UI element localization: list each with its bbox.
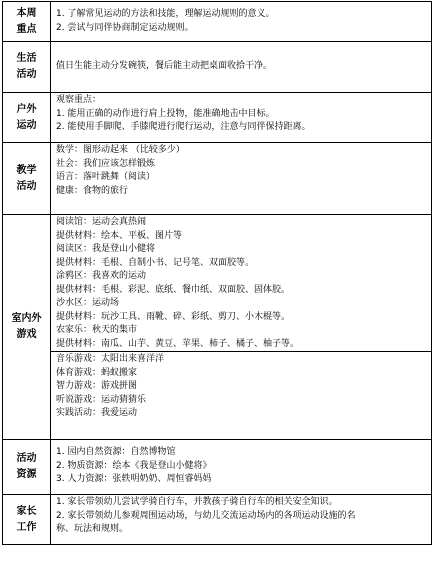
- content-games: [51, 215, 432, 440]
- text-line: 1. 园内自然资源：自然博物馆: [56, 447, 176, 457]
- text-line: 2. 能使用手脚爬、手膝爬进行爬行运动，注意与同伴保持距离。: [56, 122, 311, 132]
- text-line: 智力游戏：游戏拼图: [56, 381, 138, 391]
- row-daily-life: [3, 42, 432, 93]
- text-line: 农家乐：秋天的集市: [56, 325, 138, 335]
- label-line: 重点: [16, 23, 37, 35]
- label-line: 本周: [16, 7, 37, 19]
- weekly-plan-table: [2, 1, 432, 545]
- label-line: 游戏: [16, 329, 37, 340]
- text-line: 提供材料：毛根、自制小书、记号笔、双面胶等。: [56, 257, 255, 268]
- label-line: 教学: [16, 164, 37, 176]
- text-line: 阅读馆：运动会真热闹: [56, 217, 147, 227]
- row-weekly-focus: [3, 2, 432, 42]
- content-teaching: [51, 143, 432, 215]
- label-daily-life: [3, 42, 51, 93]
- row-parents: [3, 495, 432, 545]
- row-outdoor-sports: [3, 93, 432, 143]
- label-line: 活动: [16, 453, 37, 464]
- label-resources: [3, 440, 51, 495]
- row-teaching: [3, 143, 432, 215]
- text-line: 社会：我们应该怎样锻炼: [56, 158, 156, 169]
- label-line: 资源: [16, 469, 37, 480]
- text-line: 提供材料：南瓜、山芋、黄豆、苹果、柿子、橘子、柚子等。: [56, 338, 300, 349]
- text-line: 实践活动：我爱运动: [56, 408, 138, 418]
- row-resources: [3, 440, 432, 495]
- label-line: 家长: [16, 505, 37, 517]
- text-line: 健康：食物的旅行: [56, 185, 129, 196]
- text-line: 音乐游戏：太阳出来喜洋洋: [56, 354, 165, 364]
- text-line: 体育游戏：蚂蚁搬家: [56, 367, 138, 378]
- label-outdoor-sports: [3, 93, 51, 143]
- text-line: 听说游戏：运动猜猜乐: [56, 394, 147, 405]
- text-line: 3. 人力资源：张轶明奶奶、周恒睿妈妈: [56, 474, 212, 484]
- label-weekly-focus: [3, 2, 51, 42]
- label-line: 活动: [16, 180, 37, 192]
- text-line: 观察重点：: [56, 95, 102, 105]
- text-line: 1. 家长带领幼儿尝试学骑自行车，并教孩子骑自行车的相关安全知识。: [56, 497, 338, 507]
- text-line: 提供材料：绘本、平板、图片等: [56, 230, 183, 241]
- label-line: 生活: [16, 53, 37, 64]
- label-line: 工作: [16, 521, 37, 533]
- text-line: 语言：落叶跳舞（阅读）: [56, 172, 156, 182]
- text-line: 沙水区：运动场: [56, 298, 120, 308]
- row-games: [3, 215, 432, 440]
- label-teaching: [3, 143, 51, 215]
- text-line: 2. 家长带领幼儿参观周围运动场，与幼儿交流运动场内的各项运动设施的名: [56, 510, 356, 521]
- text-line: 2. 物质资源：绘本《我是登山小健将》: [56, 460, 212, 471]
- text-line: 值日生能主动分发碗筷，餐后能主动把桌面收拾干净。: [56, 61, 273, 72]
- label-games: [3, 215, 51, 440]
- text-line: 2. 尝试与同伴协商制定运动规则。: [56, 22, 194, 33]
- content-weekly-focus: [51, 2, 432, 42]
- content-resources: [51, 440, 432, 495]
- label-parents: [3, 495, 51, 545]
- text-line: 提供材料：玩沙工具、雨靴、碎、彩纸、剪刀、小木棍等。: [56, 311, 291, 322]
- games-activities-block: [51, 351, 431, 421]
- label-line: 户外: [16, 103, 37, 115]
- label-line: 室内外: [11, 313, 42, 324]
- text-line: 提供材料：毛根、彩泥、底纸、餐巾纸、双面胶、固体胶。: [56, 284, 291, 295]
- content-parents: [51, 495, 432, 545]
- content-outdoor-sports: [51, 93, 432, 143]
- text-line: 数学：图形动起来 （比较多少）: [56, 145, 185, 155]
- text-line: 称、玩法和规则。: [56, 524, 129, 534]
- text-line: 1. 了解常见运动的方法和技能，理解运动规则的意义。: [56, 9, 275, 19]
- label-line: 活动: [16, 69, 37, 80]
- label-line: 运动: [16, 119, 37, 131]
- text-line: 涂鸦区：我喜欢的运动: [56, 271, 147, 281]
- text-line: 阅读区：我是登山小健将: [56, 244, 156, 254]
- text-line: 1. 能用正确的动作进行肩上投物，能准确地击中目标。: [56, 108, 275, 119]
- content-daily-life: [51, 42, 432, 93]
